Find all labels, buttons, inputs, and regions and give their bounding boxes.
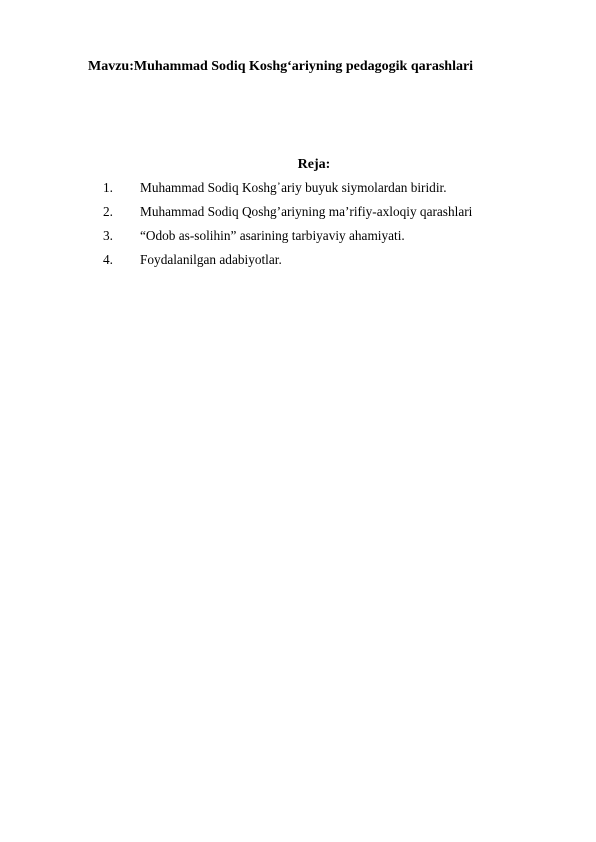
- plan-item-number: 3.: [103, 228, 113, 243]
- plan-item-text: Foydalanilgan adabiyotlar.: [140, 252, 282, 267]
- plan-item-text: “Odob as-solihin” asarining tarbiyaviy ahamiyati.: [140, 228, 405, 243]
- plan-heading: Reja:: [297, 157, 331, 172]
- plan-item-3: [103, 228, 472, 252]
- document-topic: Mavzu:Muhammad Sodiq Koshg‘ariyning pedagogik qarashlari: [88, 59, 474, 74]
- plan-item-1: [103, 180, 472, 204]
- plan-item-number: 4.: [103, 252, 113, 267]
- plan-item-number: 2.: [103, 204, 113, 219]
- plan-item-2: [103, 204, 472, 228]
- plan-item-text: Muhammad Sodiq Koshg᾽ariy buyuk siymolardan biridir.: [140, 180, 447, 195]
- plan-item-4: [103, 252, 472, 276]
- plan-item-number: 1.: [103, 180, 113, 195]
- plan-list: [103, 180, 472, 276]
- plan-item-text: Muhammad Sodiq Qoshg’ariyning ma’rifiy-axloqiy qarashlari: [140, 204, 473, 219]
